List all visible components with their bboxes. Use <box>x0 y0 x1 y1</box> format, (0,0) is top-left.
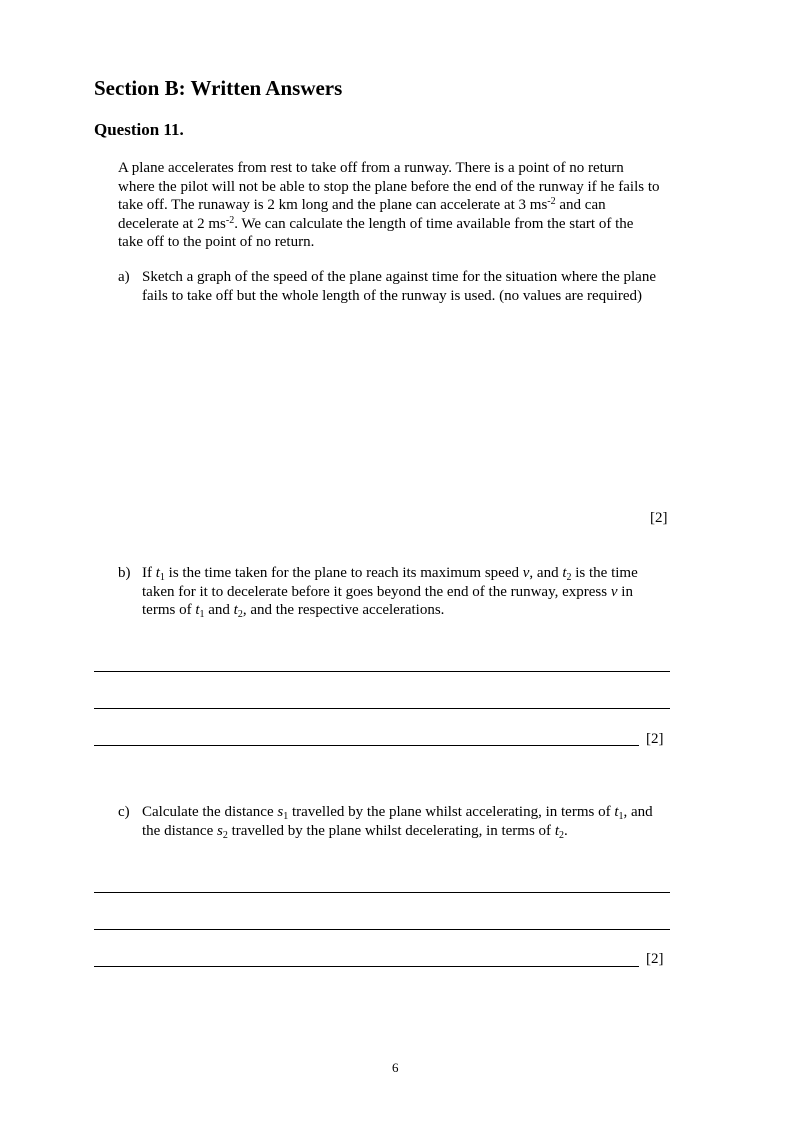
sketch-answer-area[interactable] <box>142 310 670 500</box>
answer-line[interactable] <box>94 745 639 746</box>
part-c-text: Calculate the distance $s_1$ travelled by the plane whilst accelerating, in terms of $t_1$, and the distance $s_2$ travelled by the plane whilst decelerating, in terms of $t_2$. <box>142 804 653 841</box>
part-a-label: a) <box>118 269 130 285</box>
question-title: Question 11. <box>94 120 184 139</box>
section-title: Section B: Written Answers <box>94 76 343 100</box>
answer-line[interactable] <box>94 708 670 709</box>
part-b-text: If $t_1$ is the time taken for the plane to reach its maximum speed v, and $t_2$ is the time taken for it to decelerate before it goes beyond the end of the runway, express v in terms of $t_1$ and $t_2$, and the respective accelerations. <box>142 565 638 620</box>
answer-line[interactable] <box>94 966 639 967</box>
intro-line: where the pilot will not be able to stop the plane before the end of the runway if he fails to <box>118 178 660 195</box>
answer-line[interactable] <box>94 671 670 672</box>
intro-line: take off. The runaway is 2 km long and the plane can accelerate at 3 $ms^{-2}$ and can <box>118 196 606 213</box>
intro-line: decelerate at 2 $ms^{-2}$. We can calculate the length of time available from the start of the <box>118 214 634 232</box>
part-a-text: Sketch a graph of the speed of the plane against time for the situation where the plane fails to take off but the whole length of the runway is used. (no values are required) <box>142 269 656 304</box>
intro-line: A plane accelerates from rest to take off from a runway. There is a point of no return <box>118 160 624 176</box>
part-b-marks: [2] <box>646 731 664 747</box>
part-a-marks: [2] <box>650 510 668 526</box>
part-c-label: c) <box>118 804 130 820</box>
part-b-label: b) <box>118 565 131 581</box>
exponent: -2 <box>225 214 235 226</box>
exponent: -2 <box>547 196 556 207</box>
page-number: 6 <box>392 1060 399 1075</box>
answer-line[interactable] <box>94 929 670 930</box>
intro-line: take off to the point of no return. <box>118 234 315 250</box>
part-c-marks: [2] <box>646 951 664 967</box>
answer-line[interactable] <box>94 892 670 893</box>
question-intro <box>118 159 703 252</box>
